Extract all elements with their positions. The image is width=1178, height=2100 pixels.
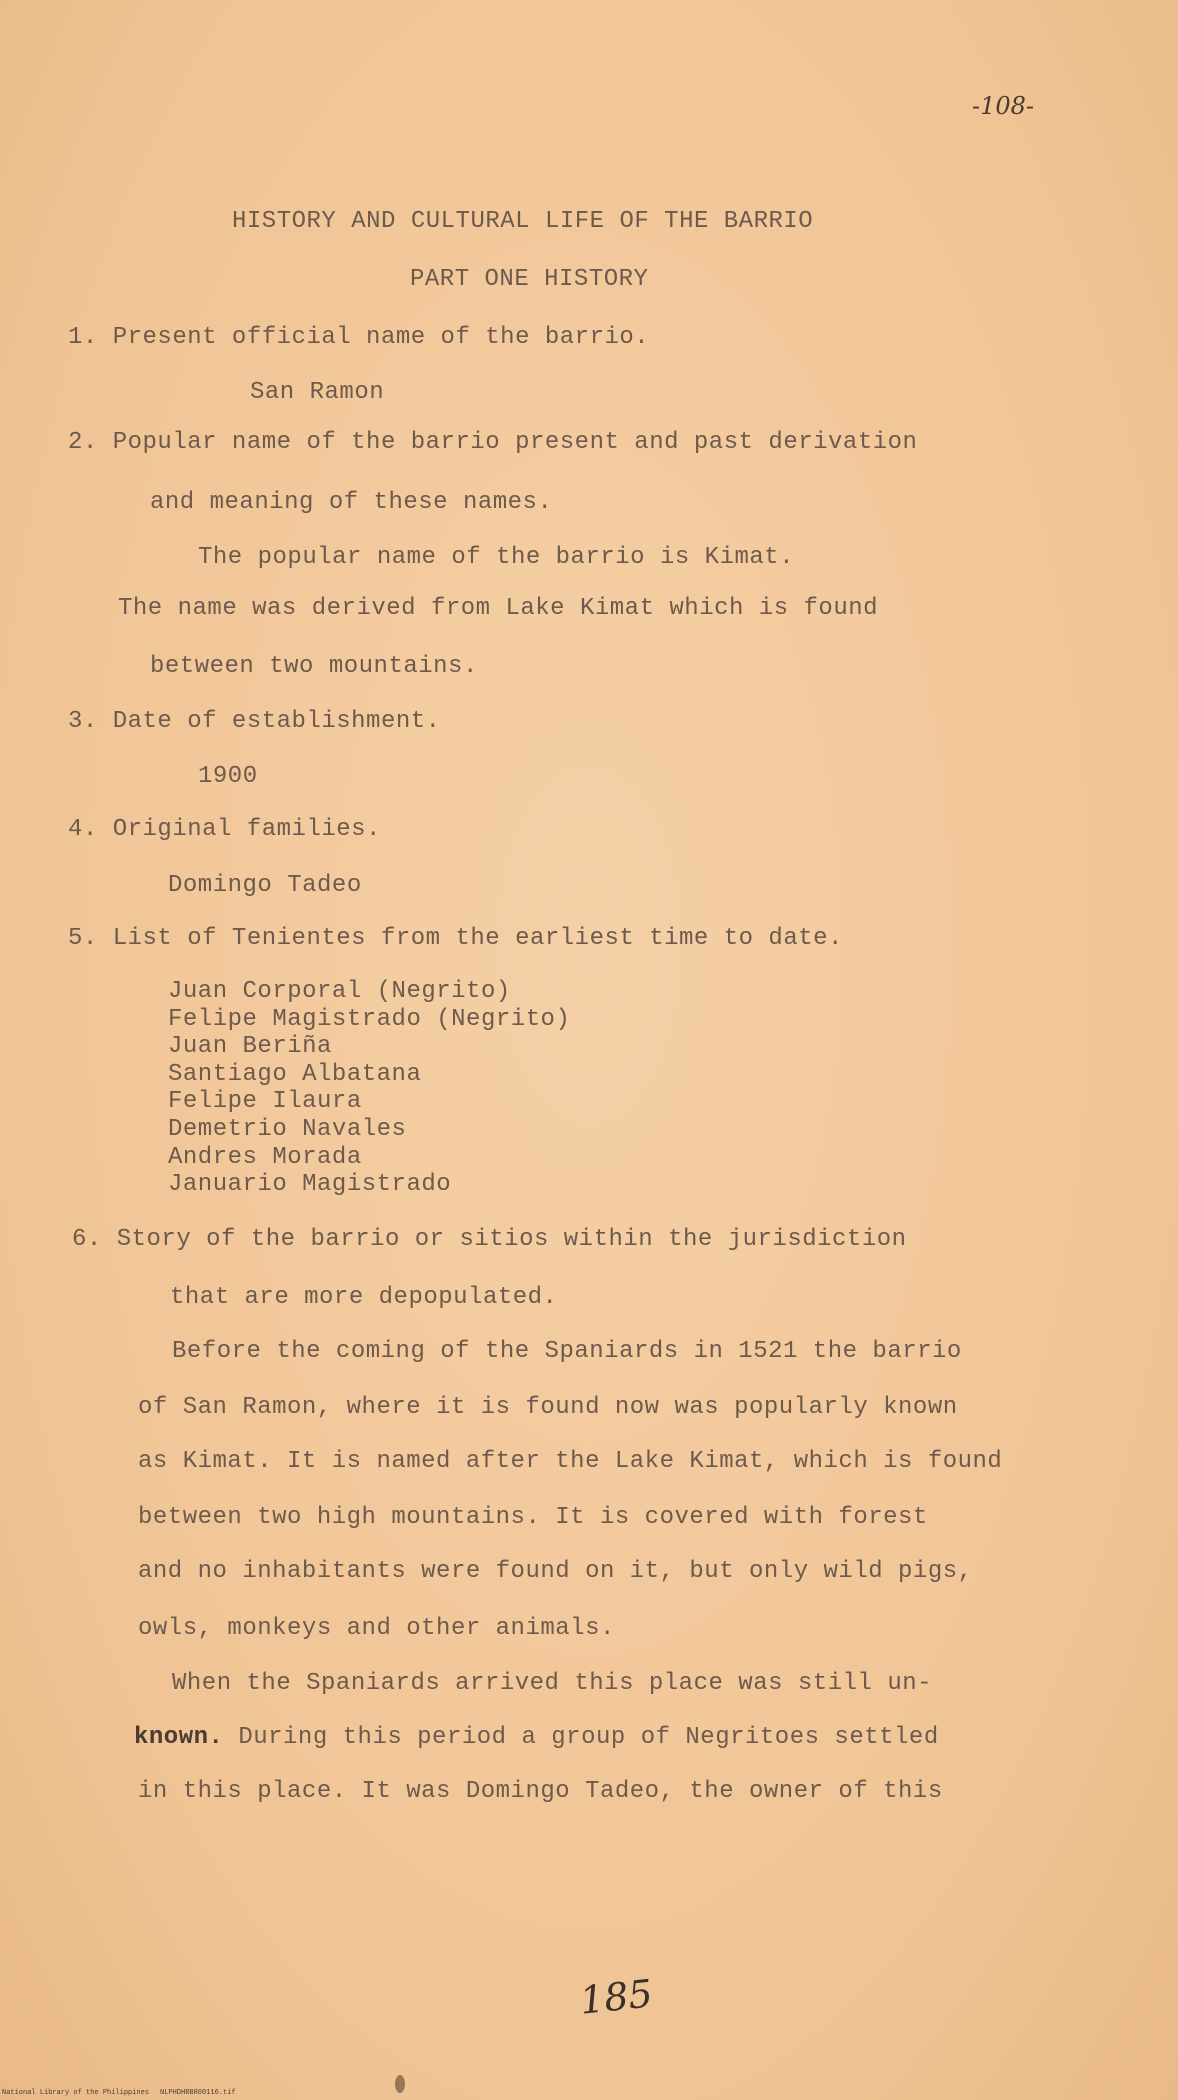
question-6-line-2: that are more depopulated. bbox=[170, 1284, 558, 1311]
answer-1: San Ramon bbox=[250, 379, 385, 406]
ink-blot bbox=[395, 2075, 405, 2093]
teniente-8: Januario Magistrado bbox=[168, 1171, 452, 1199]
teniente-2: Felipe Magistrado (Negrito) bbox=[168, 1005, 571, 1033]
footer-file: NLPHDHRBR00116.tif bbox=[160, 2089, 236, 2097]
teniente-7: Andres Morada bbox=[168, 1143, 362, 1171]
answer-2-line-2: The name was derived from Lake Kimat which is found bbox=[118, 595, 879, 622]
footer-source: National Library of the Philippines bbox=[2, 2089, 150, 2097]
question-5: 5. List of Tenientes from the earliest time to date. bbox=[68, 925, 843, 952]
page-number: -108- bbox=[972, 92, 1035, 120]
story-p1-line-2: of San Ramon, where it is found now was popularly known bbox=[138, 1394, 958, 1421]
teniente-1: Juan Corporal (Negrito) bbox=[168, 978, 511, 1005]
teniente-4: Santiago Albatana bbox=[168, 1060, 422, 1088]
document-subtitle: PART ONE HISTORY bbox=[410, 266, 649, 293]
handwritten-number: 185 bbox=[577, 1971, 655, 2023]
teniente-5: Felipe Ilaura bbox=[168, 1088, 362, 1116]
story-p2-line-3: in this place. It was Domingo Tadeo, the owner of this bbox=[138, 1778, 943, 1805]
teniente-6: Demetrio Navales bbox=[168, 1115, 407, 1143]
question-2-line-2: and meaning of these names. bbox=[150, 489, 553, 516]
question-2-line-1: 2. Popular name of the barrio present and past derivation bbox=[68, 429, 918, 456]
question-4: 4. Original families. bbox=[68, 816, 381, 843]
story-p2-line-2-rest: During this period a group of Negritoes settled bbox=[223, 1724, 939, 1751]
story-p1-line-6: owls, monkeys and other animals. bbox=[138, 1615, 615, 1642]
question-6-line-1: 6. Story of the barrio or sitios within the jurisdiction bbox=[72, 1226, 907, 1253]
tenientes-list bbox=[168, 980, 570, 1201]
story-p1-line-5: and no inhabitants were found on it, but only wild pigs, bbox=[138, 1558, 973, 1585]
story-p2-line-1: When the Spaniards arrived this place was still un- bbox=[172, 1670, 933, 1697]
answer-2-line-1: The popular name of the barrio is Kimat. bbox=[198, 544, 795, 571]
question-1: 1. Present official name of the barrio. bbox=[68, 324, 650, 351]
answer-3: 1900 bbox=[198, 763, 258, 790]
story-p1-line-1: Before the coming of the Spaniards in 1521 the barrio bbox=[172, 1338, 962, 1365]
teniente-3: Juan Beriña bbox=[168, 1033, 332, 1061]
story-p1-line-4: between two high mountains. It is covered with forest bbox=[138, 1504, 928, 1531]
story-p1-line-3: as Kimat. It is named after the Lake Kimat, which is found bbox=[138, 1448, 1003, 1475]
document-title: HISTORY AND CULTURAL LIFE OF THE BARRIO bbox=[232, 208, 814, 235]
overtyped-word: known. bbox=[134, 1724, 224, 1751]
story-p2-line-2 bbox=[134, 1726, 939, 1750]
question-3: 3. Date of establishment. bbox=[68, 708, 441, 735]
answer-4: Domingo Tadeo bbox=[168, 872, 362, 899]
answer-2-line-3: between two mountains. bbox=[150, 653, 478, 680]
